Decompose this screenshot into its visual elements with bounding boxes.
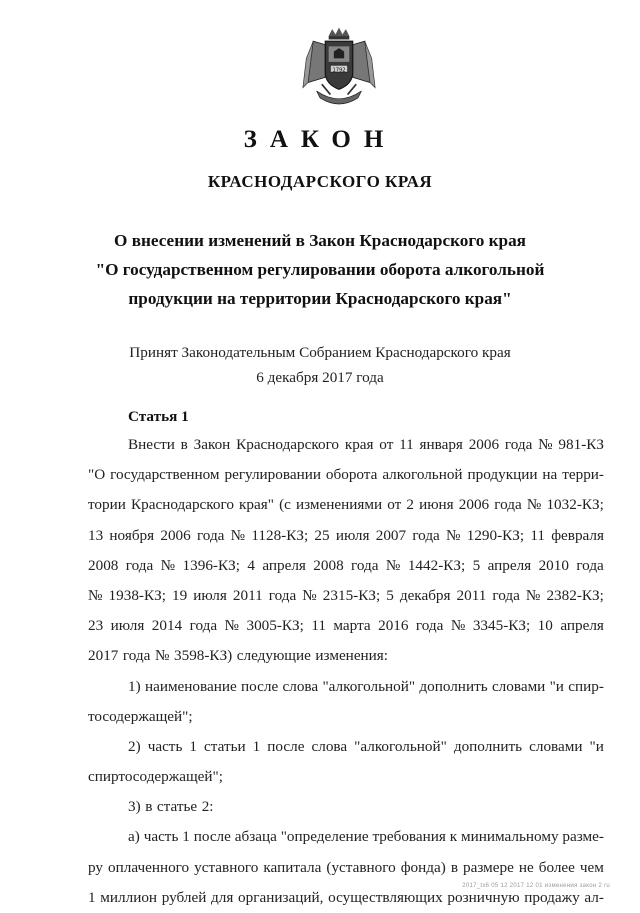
body-line <box>88 490 604 520</box>
body-word: № <box>538 436 553 453</box>
body-word: от <box>379 436 394 453</box>
body-word: регулировании <box>224 466 321 484</box>
body-word: спиртосодержащей"; <box>88 768 223 786</box>
body-word: 10 <box>537 617 553 635</box>
body-word: 1032-КЗ; <box>546 496 604 514</box>
body-word: изменениями <box>295 496 383 514</box>
body-word: февраля <box>551 526 604 544</box>
body-word: 1 <box>252 737 261 755</box>
body-word: продукции <box>467 466 538 484</box>
body-word: 1 <box>182 828 190 846</box>
coat-of-arms-icon <box>296 24 382 110</box>
adoption-body: Принят Законодательным Собранием Краснодарского края <box>129 344 511 361</box>
body-word: рублей <box>161 888 207 906</box>
body-word: "алкогольной" <box>354 737 447 755</box>
body-word: Краснодарского <box>236 436 340 453</box>
body-word: года <box>412 526 440 544</box>
body-word: продажу <box>524 888 580 906</box>
body-line <box>88 611 604 641</box>
body-word: края <box>344 436 374 453</box>
body-line <box>88 732 604 762</box>
body-word: для <box>211 888 234 906</box>
body-word: словами <box>491 677 546 695</box>
body-word: (уставного <box>326 858 396 876</box>
body-word: 1) <box>128 677 141 695</box>
article-body <box>88 430 604 913</box>
body-word: 2008 <box>313 556 344 574</box>
body-word: "определение <box>280 828 369 846</box>
body-word: № <box>446 526 461 544</box>
body-word: минимальному <box>461 828 559 846</box>
body-word: статьи <box>204 737 246 755</box>
body-word: 2016 <box>378 617 409 635</box>
body-word: 2006 <box>468 436 500 453</box>
body-word: 1128-КЗ; <box>251 526 309 544</box>
body-line <box>88 521 604 551</box>
body-word: оплаченного <box>108 858 190 876</box>
body-word: года <box>189 617 218 635</box>
body-word: ал- <box>584 888 604 906</box>
body-word: не <box>518 858 534 876</box>
body-word: алкогольной <box>382 466 463 484</box>
body-word: 1442-КЗ; <box>407 556 466 574</box>
body-word: года <box>125 556 154 574</box>
body-word: после <box>241 677 279 695</box>
body-word: края" <box>239 496 274 514</box>
body-word: 2315-КЗ; <box>322 586 381 604</box>
body-word: № <box>385 556 401 574</box>
body-line <box>88 702 604 732</box>
body-word: 981-КЗ <box>558 436 604 453</box>
body-word: 3345-КЗ; <box>472 617 531 635</box>
body-line <box>88 672 604 702</box>
body-word: года <box>196 526 225 544</box>
body-line <box>88 762 604 792</box>
body-word: от <box>387 496 402 514</box>
body-word: июля <box>110 617 145 635</box>
body-word: декабря <box>399 586 451 604</box>
body-word: миллион <box>100 888 158 906</box>
body-word: января <box>419 436 463 453</box>
body-word: 11 <box>530 526 545 544</box>
body-word: оборота <box>325 466 378 484</box>
body-word: 2382-КЗ; <box>546 586 604 604</box>
body-word: 19 <box>171 586 188 604</box>
body-word: 11 <box>311 617 326 635</box>
file-footer-note: 2017_tx6 05 12 2017 12 01 изменения закон 2 ru <box>462 883 610 889</box>
body-word: апреля <box>487 556 532 574</box>
body-word: года <box>494 496 522 514</box>
body-word: требования <box>372 828 446 846</box>
title-line: "О государственном регулировании оборота алкогольной <box>95 260 545 279</box>
body-word: изменения: <box>315 647 389 665</box>
body-word: 5 <box>472 556 481 574</box>
body-word: 25 <box>314 526 330 544</box>
body-word: № <box>230 526 246 544</box>
body-word: года <box>576 556 604 574</box>
body-word: года <box>415 617 444 635</box>
body-line <box>88 641 604 671</box>
body-word: № <box>450 617 466 635</box>
body-word: 2010 <box>538 556 569 574</box>
body-word: в <box>180 436 188 453</box>
body-word: 4 <box>247 556 255 574</box>
body-word: чем <box>579 858 604 876</box>
title-line: О внесении изменений в Закон Краснодарского края <box>114 231 526 250</box>
body-word: абзаца <box>234 828 277 846</box>
body-line <box>88 822 604 852</box>
body-word: тории <box>88 496 126 514</box>
body-word: года <box>122 647 151 665</box>
body-word: № <box>160 556 176 574</box>
law-heading: ЗАКОН <box>243 126 397 153</box>
body-word: 1396-КЗ; <box>182 556 240 574</box>
body-word: организаций, <box>238 888 324 906</box>
body-word: слова <box>282 677 319 695</box>
body-word: слова <box>311 737 348 755</box>
body-word: часть <box>147 737 183 755</box>
body-word: № <box>88 586 103 604</box>
body-word: дополнить <box>453 737 523 755</box>
body-word: 1 <box>88 888 96 906</box>
body-word: года <box>268 586 297 604</box>
body-word: 2011 <box>456 586 487 604</box>
body-word: 1290-КЗ; <box>466 526 525 544</box>
body-word: 2) <box>128 737 141 755</box>
body-word: № <box>224 617 240 635</box>
body-word: 3005-КЗ; <box>246 617 304 635</box>
body-word: "и <box>549 677 564 695</box>
body-word: 13 <box>88 526 104 544</box>
body-word: "и <box>589 737 604 755</box>
body-word: капитала <box>263 858 322 876</box>
body-line <box>88 792 604 822</box>
body-word: 2014 <box>151 617 183 635</box>
body-word: № <box>302 586 317 604</box>
body-word: после <box>193 828 231 846</box>
body-word: 1 <box>189 737 197 755</box>
body-word: 2006 <box>458 496 490 514</box>
adoption-note <box>0 340 640 390</box>
body-word: размере <box>463 858 514 876</box>
body-word: 5 <box>386 586 394 604</box>
body-word: следующие <box>236 647 311 665</box>
body-word: фонда) <box>400 858 446 876</box>
body-word: 2 <box>406 496 414 514</box>
body-word: дополнить <box>419 677 488 695</box>
body-word: на <box>542 466 558 484</box>
body-word: года <box>504 436 533 453</box>
body-word: более <box>538 858 575 876</box>
body-word: апреля <box>262 556 306 574</box>
body-line <box>88 581 604 611</box>
body-word: 2011 <box>232 586 263 604</box>
body-word: часть <box>143 828 179 846</box>
body-word: года <box>492 586 520 604</box>
body-word: ноября <box>109 526 155 544</box>
body-word: к <box>449 828 458 846</box>
body-word: статье <box>156 798 198 816</box>
body-word: разме- <box>562 828 604 846</box>
body-word: № <box>526 496 542 514</box>
body-word: апреля <box>560 617 604 635</box>
body-word: июля <box>193 586 227 604</box>
body-line <box>88 853 604 883</box>
body-word: Закон <box>193 436 231 453</box>
body-word: "О <box>88 466 106 484</box>
body-word: "алкогольной" <box>322 677 416 695</box>
body-word: 2007 <box>375 526 407 544</box>
body-word: 2017 <box>88 647 119 665</box>
body-word: 1938-КЗ; <box>108 586 166 604</box>
body-word: Краснодарского <box>131 496 234 514</box>
body-word: (с <box>279 496 291 514</box>
body-word: тосодержащей"; <box>88 707 193 725</box>
body-word: в <box>450 858 458 876</box>
body-line <box>88 430 604 460</box>
article-heading: Статья 1 <box>128 408 189 425</box>
body-word: а) <box>128 828 140 846</box>
body-word: наименование <box>144 677 237 695</box>
body-word: уставного <box>194 858 259 876</box>
body-line <box>88 551 604 581</box>
body-word: 3) <box>128 798 141 816</box>
body-word: марта <box>333 617 371 635</box>
body-word: 2006 <box>160 526 191 544</box>
svg-text:1792: 1792 <box>332 67 346 74</box>
region-heading: КРАСНОДАРСКОГО КРАЯ <box>207 172 433 191</box>
body-word: 3598-КЗ) <box>174 647 233 665</box>
body-word: № <box>154 647 170 665</box>
body-word: июня <box>419 496 454 514</box>
body-word: осуществляющих <box>328 888 443 906</box>
body-word: 2008 <box>88 556 119 574</box>
adoption-date: 6 декабря 2017 года <box>256 369 384 386</box>
body-word: спир- <box>568 677 604 695</box>
body-word: словами <box>529 737 583 755</box>
body-word: розничную <box>447 888 520 906</box>
body-word: 11 <box>399 436 414 453</box>
body-word: 23 <box>88 617 104 635</box>
body-word: терри- <box>562 466 604 484</box>
body-word: ру <box>88 858 103 876</box>
body-word: после <box>267 737 305 755</box>
body-word: № <box>525 586 541 604</box>
body-line <box>88 460 604 490</box>
body-word: государственном <box>110 466 220 484</box>
body-word: Внести <box>128 436 175 453</box>
law-title <box>0 226 640 313</box>
body-word: года <box>351 556 379 574</box>
body-word: 2: <box>201 798 214 816</box>
title-line: продукции на территории Краснодарского края" <box>128 289 512 308</box>
body-word: в <box>145 798 153 816</box>
body-word: июля <box>335 526 370 544</box>
